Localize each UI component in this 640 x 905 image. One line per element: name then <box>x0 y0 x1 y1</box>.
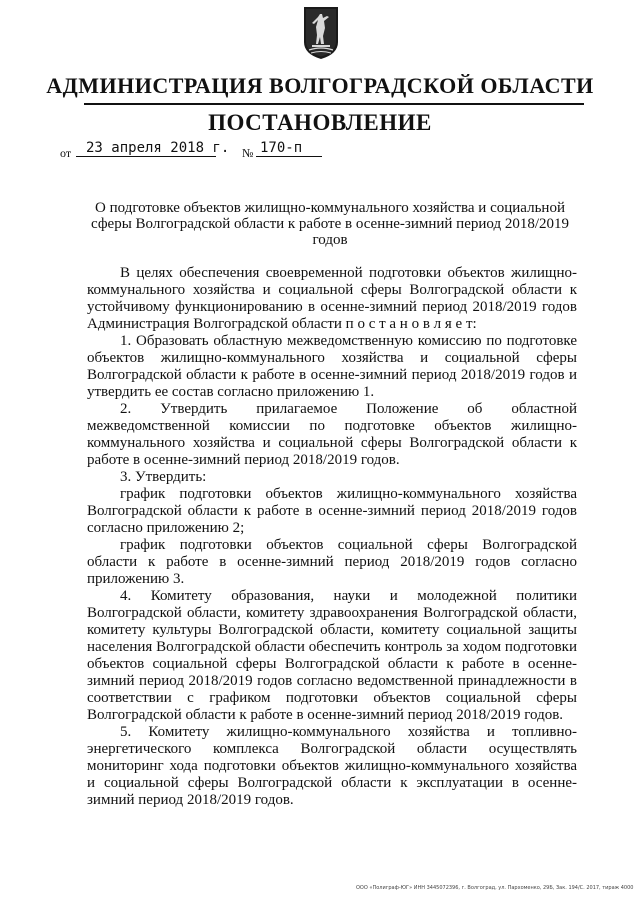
coat-of-arms-emblem <box>303 6 339 60</box>
printer-imprint: ООО «Полиграф-ЮГ» ИНН 3445072396, г. Волгоград, ул. Пархоменко, 29Б, Зак. 194/С. 2017, тираж 4000 <box>356 885 634 891</box>
date-underline <box>76 156 216 157</box>
organization-name: АДМИНИСТРАЦИЯ ВОЛГОГРАДСКОЙ ОБЛАСТИ <box>46 73 594 98</box>
number-underline <box>256 156 322 157</box>
paragraph-item-4: 4. Комитету образования, науки и молодежной политики Волгоградской области, комитету здравоохранения Волгоградской области, комитету культуры Волгоградской области, комитету социальной защиты населения Волгоградской области обеспечить контроль за ходом подготовки объектов социальной сферы Волгоградской области к работе в осенне-зимний период 2018/2019 годов согласно ведомственной принадлежности в соответствии с графиком подготовки объектов социальной сферы Волгоградской области к работе в осенне-зимний период 2018/2019 годов. <box>87 588 577 723</box>
document-date: 23 апреля 2018 г. <box>86 140 230 156</box>
paragraph-preamble: В целях обеспечения своевременной подготовки объектов жилищно-коммунального хозяйства и социальной сферы Волгоградской области к устойчивому функционированию в осенне-зимний период 2018/2019 годов Администрация Волгоградской области п о с т а н о в л я е т: <box>87 265 577 332</box>
paragraph-item-3-schedule-housing: график подготовки объектов жилищно-коммунального хозяйства Волгоградской области к работе в осенне-зимний период 2018/2019 годов согласно приложению 2; <box>87 486 577 536</box>
date-prefix: от <box>60 146 72 160</box>
document-subject: О подготовке объектов жилищно-коммунального хозяйства и социальной сферы Волгоградской области к работе в осенне-зимний период 2018/2019 годов <box>90 200 570 248</box>
paragraph-item-1: 1. Образовать областную межведомственную комиссию по подготовке объектов жилищно-коммунального хозяйства и социальной сферы Волгоградской области к работе в осенне-зимний период 2018/2019 годов и утвердить ее состав согласно приложению 1. <box>87 333 577 400</box>
organization-heading <box>0 73 640 99</box>
paragraph-item-3-schedule-social: график подготовки объектов социальной сферы Волгоградской области к работе в осенне-зимний период 2018/2019 годов согласно приложению 3. <box>87 537 577 587</box>
document-number: 170-п <box>260 140 303 156</box>
paragraph-item-5: 5. Комитету жилищно-коммунального хозяйства и топливно-энергетического комплекса Волгоградской области осуществлять мониторинг хода подготовки объектов жилищно-коммунального хозяйства и социальной сферы Волгоградской области к эксплуатации в осенне-зимний период 2018/2019 годов. <box>87 724 577 808</box>
number-sign: № <box>242 146 254 160</box>
document-type-title: ПОСТАНОВЛЕНИЕ <box>208 110 432 135</box>
paragraph-item-2: 2. Утвердить прилагаемое Положение об областной межведомственной комиссии по подготовке объектов жилищно-коммунального хозяйства и социальной сферы Волгоградской области к работе в осенне-зимний период 2018/2019 годов. <box>87 401 577 468</box>
document-body <box>87 265 577 809</box>
heading-divider <box>84 103 584 105</box>
paragraph-item-3: 3. Утвердить: <box>120 469 207 485</box>
date-and-number-line <box>60 140 360 162</box>
